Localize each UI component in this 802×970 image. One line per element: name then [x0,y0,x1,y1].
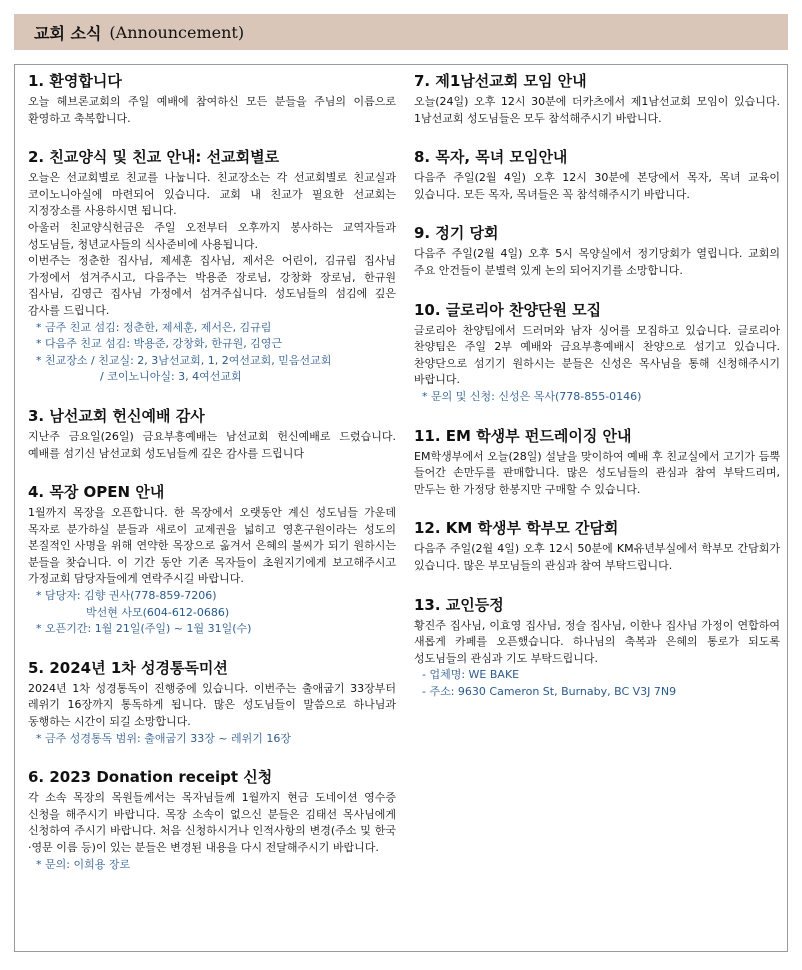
section-fellowship [28,146,396,386]
header-title-ko: 교회 소식 [34,23,102,43]
section-paragraph: 2024년 1차 성경통독이 진행중에 있습니다. 이번주는 출애굽기 33장부터 레위기 16장까지 통독하게 됩니다. 많은 성도님들이 말씀으로 하나님과 동행하는 시간이 되길 소망합니다. [28,681,396,729]
section-paragraph: 다음주 주일(2월 4일) 오후 12시 30분에 본당에서 목자, 목녀 교육이 있습니다. 모든 목자, 목녀들은 꼭 참석해주시기 바랍니다. [414,171,780,201]
section-paragraph: 1월까지 목장을 오픈합니다. 한 목장에서 오랫동안 계신 성도님들 가운데 목자로 분가하실 분들과 새로이 교제권을 넓히고 영혼구원이라는 성도의 본질적인 사명을 위해 연약한 목장으로 옮겨서 은혜의 불씨가 되기 원하시는 분들을 찾습니다. 이 기간 동안 기존 목자들이 초원지기에게 보고해주시고 가정교회 담당자들에게 연락주시길 바랍니다. [28,506,396,586]
section-note: * 금주 친교 섬김: 정춘한, 제세훈, 제서은, 김규림 [36,320,272,334]
section-body [28,170,396,319]
section-body [414,449,780,499]
section-paragraph: 다음주 주일(2월 4일) 오후 5시 목양실에서 정기당회가 열립니다. 교회의 주요 안건들이 분별력 있게 논의 되어지기를 소망합니다. [414,247,780,277]
section-title: 7. 제1남선교회 모임 안내 [414,72,587,90]
section-title: 1. 환영합니다 [28,72,122,90]
right-column [414,66,780,719]
section-body [414,618,780,668]
section-title: 2. 친교양식 및 친교 안내: 선교회별로 [28,148,280,167]
section-km-parents [414,517,780,574]
announcement-header [14,14,788,50]
section-note: * 다음주 친교 섬김: 박용준, 강창화, 한규원, 김영근 [36,337,283,351]
section-session-meeting [414,222,780,279]
section-leaders-meeting [414,146,780,203]
section-note: / 코이노니아실: 3, 4여선교회 [100,370,242,384]
section-body [414,323,780,389]
header-title-en: (Announcement) [109,22,245,42]
section-body [414,541,780,574]
section-title: 4. 목장 OPEN 안내 [28,483,165,502]
section-title: 12. KM 학생부 학부모 간담회 [414,519,619,538]
section-title: 11. EM 학생부 펀드레이징 안내 [414,426,632,445]
section-title: 6. 2023 Donation receipt 신청 [28,768,273,787]
section-member-news [414,594,780,701]
section-welcome [28,70,396,127]
section-note: * 문의: 이희용 장로 [36,857,131,871]
section-paragraph: 오늘 헤브론교회의 주일 예배에 참여하신 모든 분들을 주님의 이름으로 환영하고 축복합니다. [28,95,396,125]
section-paragraph: 오늘은 선교회별로 친교를 나눕니다. 친교장소는 각 선교회별로 친교실과 코이노니아실에 마련되어 있습니다. 교회 내 친교가 필요한 선교회는 지정장소를 사용하시면 됩니다. [28,171,396,218]
section-body [28,94,396,127]
section-paragraph: 다음주 주일(2월 4일) 오후 12시 50분에 KM유년부실에서 학부모 간담회가 있습니다. 많은 부모님들의 관심과 참여 부탁드립니다. [414,542,780,572]
section-bible-reading [28,657,396,747]
section-note: * 금주 성경통독 범위: 출애굽기 33장 ~ 레위기 16장 [36,731,292,745]
section-paragraph: 이번주는 정춘한 집사님, 제세훈 집사님, 제서은 어린이, 김규림 집사님 가정에서 섬겨주시고, 다음주는 박용준 장로님, 강창화 장로님, 한규원 집사님, 김영근 집사님 가정에서 섬겨주십니다. 성도님들의 섬김에 깊은 감사를 드립니다. [28,254,396,317]
section-note: - 주소: 9630 Cameron St, Burnaby, BC V3J 7N9 [422,684,677,698]
section-body [28,790,396,856]
section-em-fundraising [414,425,780,499]
section-mens-group-meeting [414,70,780,127]
section-paragraph: 글로리아 찬양팀에서 드러머와 남자 싱어를 모집하고 있습니다. 글로리아 찬양팀은 주일 2부 예배와 금요부흥예배시 찬양으로 섬기고 있습니다. 찬양단으로 섬기기 원하시는 분들은 신성은 목사님을 통해 신청해주시기 바랍니다. [414,323,780,387]
section-body [414,246,780,279]
section-body [414,94,780,127]
section-paragraph: 아울러 친교양식헌금은 주일 오전부터 오후까지 봉사하는 교역자들과 성도님들, 청년교사들의 식사준비에 사용됩니다. [28,220,396,251]
section-title: 9. 정기 당회 [414,224,499,243]
section-note: * 문의 및 신청: 신성은 목사(778-855-0146) [422,389,642,403]
section-title: 3. 남선교회 헌신예배 감사 [28,406,205,425]
section-paragraph: EM학생부에서 오늘(28일) 설날을 맞이하여 예배 후 친교실에서 고기가 듬뿍 들어간 손만두를 판매합니다. 많은 성도님들의 관심과 참여 부탁드리며, 만두는 한 가정당 한봉지만 구매할 수 있습니다. [414,449,780,496]
section-mens-mission [28,405,396,462]
section-paragraph: 지난주 금요일(26일) 금요부흥예배는 남선교회 헌신예배로 드렸습니다. 예배를 섬기신 남선교회 성도님들께 깊은 감사를 드립니다 [28,429,396,460]
section-body [414,170,780,203]
section-body [28,681,396,731]
section-paragraph: 오늘(24일) 오후 12시 30분에 더카츠에서 제1남선교회 모임이 있습니다. 1남선교회 성도님들은 모두 참석해주시기 바랍니다. [414,95,780,125]
section-note: * 담당자: 김향 권사(778-859-7206) [36,589,217,603]
section-gloria-recruit [414,299,780,406]
section-note: * 친교장소 / 친교실: 2, 3남선교회, 1, 2여선교회, 믿음선교회 [36,353,332,367]
section-paragraph: 황진주 집사님, 이효영 집사님, 정슬 집사님, 이한나 집사님 가정이 연합하여 새롭게 카페를 오픈했습니다. 하나님의 축복과 은혜의 통로가 되도록 성도님들의 관심과 기도 부탁드립니다. [414,618,780,665]
section-body [28,505,396,588]
section-body [28,429,396,462]
section-title: 5. 2024년 1차 성경통독미션 [28,658,228,677]
section-mokjang-open [28,481,396,638]
section-title: 13. 교인등정 [414,595,504,614]
section-donation-receipt [28,766,396,873]
section-paragraph: 각 소속 목장의 목원들께서는 목자님들께 1월까지 현금 도네이션 영수증 신청을 해주시기 바랍니다. 목장 소속이 없으신 분들은 김태선 목사님에게 신청하여 주시기 바랍니다. 처음 신청하시거나 인적사항의 변경(주소 및 한국·영문 이름 등)이 있는 분들은 변경된 내용을 다시 전달해주시기 바랍니다. [28,791,396,854]
section-note: 박선현 사모(604-612-0686) [86,605,230,619]
section-title: 10. 글로리아 찬양단원 모집 [414,300,602,319]
section-note: * 오픈기간: 1월 21일(주일) ~ 1월 31일(수) [36,622,252,636]
section-note: - 업체명: WE BAKE [422,668,520,682]
left-column [28,66,396,892]
section-title: 8. 목자, 목녀 모임안내 [414,148,568,167]
